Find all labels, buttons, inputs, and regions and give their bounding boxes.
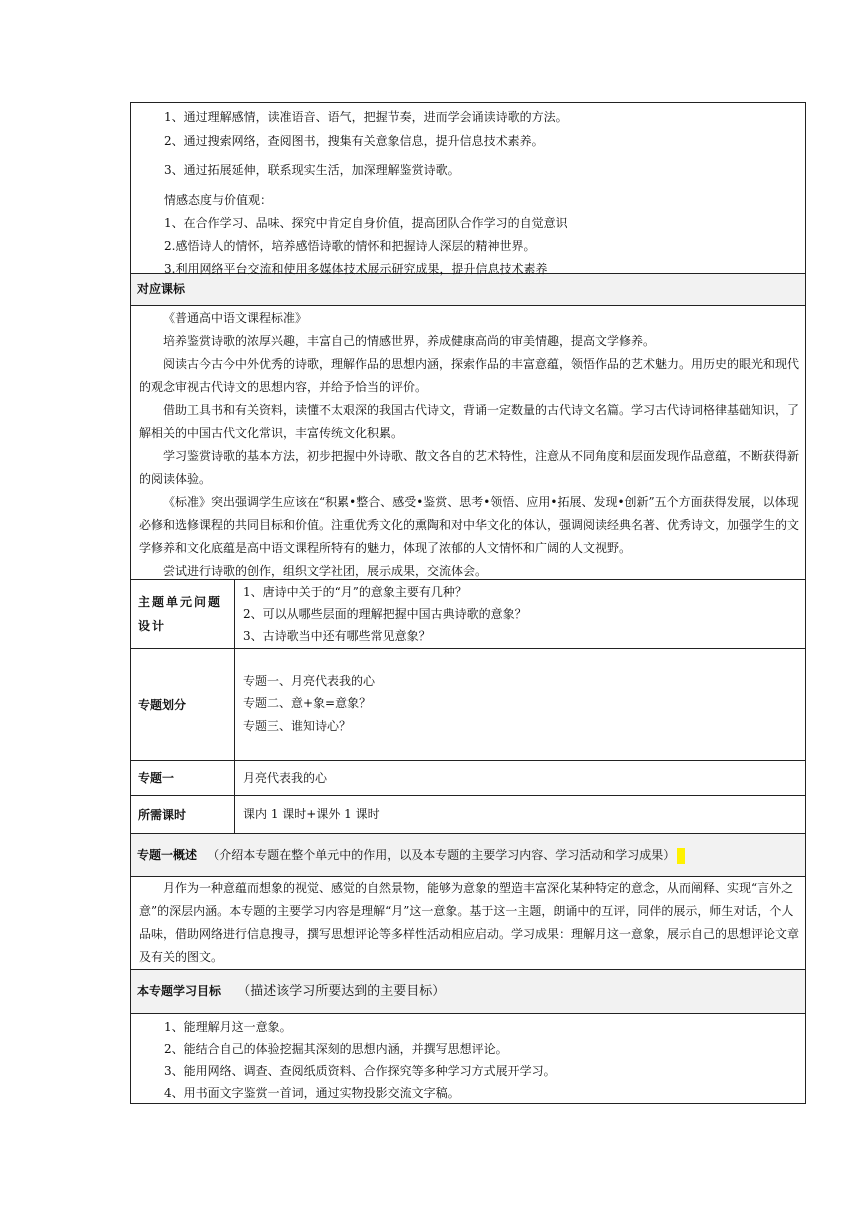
goals-header [131,970,805,1014]
standard-paragraph: 培养鉴赏诗歌的浓厚兴趣，丰富自己的情感世界，养成健康高尚的审美情趣，提高文学修养。 [163,334,656,348]
goal-item: 3、能用网络、调查、查阅纸质资料、合作探究等多种学习方式展开学习。 [164,1064,556,1078]
theme-question: 1、唐诗中关于的“月”的意象主要有几种？ [243,585,467,599]
standard-content [131,306,805,580]
standard-paragraph: 《标准》突出强调学生应该在“积累•整合、感受•鉴赏、思考•领悟、应用•拓展、发现•创新”五个方面获得发展，以体现必修和选修课程的共同目标和价值。注重优秀文化的熏陶和对中华文化的体认，强调阅读经典名著、优秀诗文，加强学生的文学修养和文化底蕴是高中语文课程所特有的魅力，体现了浓郁的人文情怀和广阔的人文视野。 [139,495,800,555]
standard-header-label: 对应课标 [137,282,186,296]
theme-question: 2、可以从哪些层面的理解把握中国古典诗歌的意象？ [243,607,527,621]
objective-item: 1、通过理解感情，读准语音、语气，把握节奏，进而学会诵读诗歌的方法。 [164,110,568,124]
standard-paragraph: 阅读古今古今中外优秀的诗歌，理解作品的思想内涵，探索作品的丰富意蕴，领悟作品的艺术魅力。用历史的眼光和现代的观念审视古代诗文的思想内容，并给予恰当的评价。 [139,357,800,394]
objective-item: 3、通过拓展延伸，联系现实生活，加深理解鉴赏诗歌。 [164,163,460,177]
overview-title: 专题一概述 [137,848,198,862]
topics-row [131,649,805,761]
hours-value: 课内 1 课时+课外 1 课时 [243,807,380,821]
theme-question: 3、古诗歌当中还有哪些常见意象？ [243,629,431,643]
overview-text: 月作为一种意蕴而想象的视觉、感觉的自然景物，能够为意象的塑造丰富深化某种特定的意念，从而阐释、实现“言外之意”的深层内涵。本专题的主要学习内容是理解“月”这一意象。基于这一主题，朗诵中的互评，同伴的展示，师生对话，个人品味，借助网络进行信息搜寻，撰写思想评论等多样性活动相应启动。学习成果：理解月这一意象，展示自己的思想评论文章及有关的图文。 [139,881,800,964]
objectives-row [131,103,805,274]
hours-label: 所需课时 [131,796,235,833]
lesson-plan-table [130,102,806,1104]
topic-item: 专题一、月亮代表我的心 [243,674,376,688]
emotion-item: 1、在合作学习、品味、探究中肯定自身价值，提高团队合作学习的自觉意识 [164,216,568,230]
overview-note: （介绍本专题在整个单元中的作用，以及本专题的主要学习内容、学习活动和学习成果） [207,848,676,862]
topic-one-value: 月亮代表我的心 [243,771,328,785]
standard-paragraph: 《普通高中语文课程标准》 [163,311,308,325]
topics-list [235,649,805,760]
emotion-item: 3.利用网络平台交流和使用多媒体技术展示研究成果，提升信息技术素养 [164,262,548,276]
goals-note: （描述该学习所要达到的主要目标） [237,984,446,999]
goal-item: 4、用书面文字鉴赏一首词，通过实物投影交流文字稿。 [164,1086,460,1100]
topic-one-label: 专题一 [131,761,235,795]
standard-paragraph: 借助工具书和有关资料，读懂不太艰深的我国古代诗文，背诵一定数量的古代诗文名篇。学习古代诗词格律基础知识，了解相关的中国古代文化常识，丰富传统文化积累。 [139,403,800,440]
emotion-item: 2.感悟诗人的情怀，培养感悟诗歌的情怀和把握诗人深层的精神世界。 [164,239,536,253]
hours-row [131,796,805,834]
highlight-mark [677,848,685,864]
goals-content [131,1014,805,1103]
topic-item: 专题二、意+象=意象？ [243,696,372,710]
topic-one-row [131,761,805,796]
standard-paragraph: 尝试进行诗歌的创作，组织文学社团，展示成果，交流体会。 [163,564,488,578]
theme-row [131,580,805,649]
topic-item: 专题三、谁知诗心？ [243,719,352,733]
theme-questions [235,580,805,648]
goal-item: 1、能理解月这一意象。 [164,1020,292,1034]
overview-header [131,834,805,877]
standard-paragraph: 学习鉴赏诗歌的基本方法，初步把握中外诗歌、散文各自的艺术特性，注意从不同角度和层面发现作品意蕴，不断获得新的阅读体验。 [139,449,800,486]
theme-label: 主题单元问题设计 [131,580,235,648]
overview-content [131,877,805,970]
emotion-heading: 情感态度与价值观： [164,193,273,207]
goal-item: 2、能结合自己的体验挖掘其深刻的思想内涵，并撰写思想评论。 [164,1042,508,1056]
topics-label: 专题划分 [131,649,235,760]
objective-item: 2、通过搜索网络，查阅图书，搜集有关意象信息，提升信息技术素养。 [164,134,544,148]
goals-title: 本专题学习目标 [137,984,222,998]
